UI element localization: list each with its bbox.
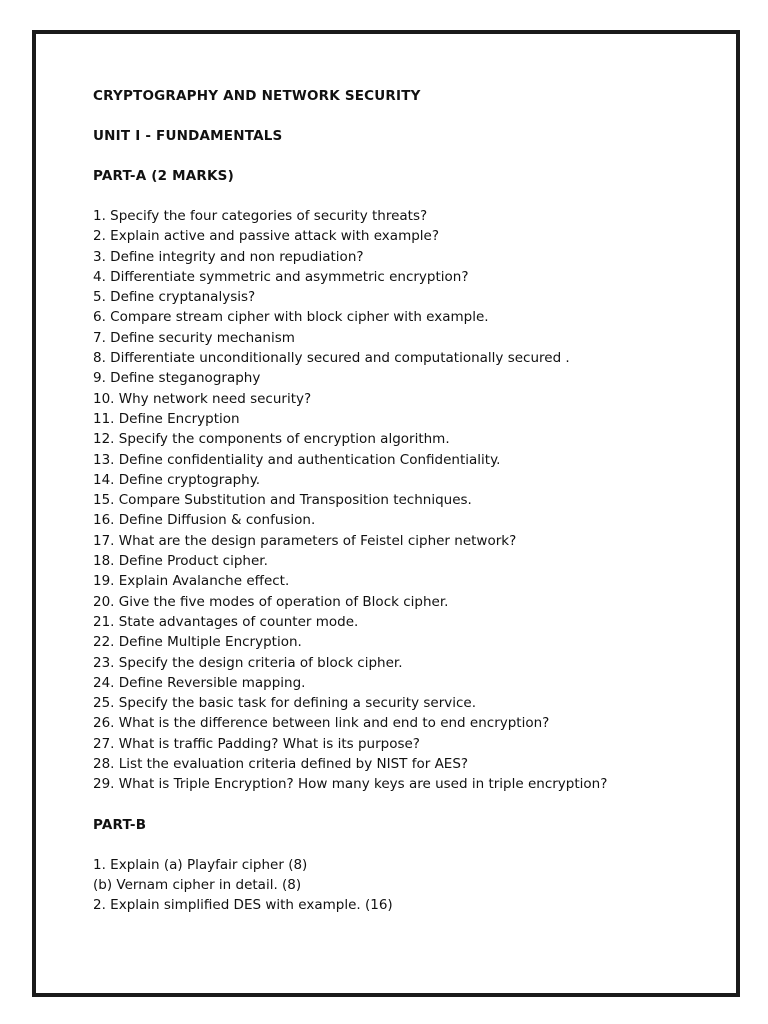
question-item: 15. Compare Substitution and Transposition techniques. [93, 492, 472, 509]
document-content [93, 86, 723, 916]
question-item: 23. Specify the design criteria of block cipher. [93, 654, 403, 671]
question-item: 19. Explain Avalanche effect. [93, 573, 290, 590]
spacer [93, 186, 723, 206]
question-item: 26. What is the difference between link and end to end encryption? [93, 715, 550, 732]
part-a-question-list [93, 206, 723, 795]
question-item: 2. Explain simplified DES with example. (16) [93, 897, 393, 914]
question-item: 18. Define Product cipher. [93, 553, 268, 570]
spacer [93, 106, 723, 126]
spacer [93, 795, 723, 815]
question-item: 2. Explain active and passive attack with example? [93, 228, 440, 245]
question-item: 16. Define Diffusion & confusion. [93, 512, 316, 529]
question-item: 1. Specify the four categories of security threats? [93, 208, 428, 224]
document-title: CRYPTOGRAPHY AND NETWORK SECURITY [93, 88, 421, 104]
question-item: 5. Define cryptanalysis? [93, 289, 256, 306]
question-item: 28. List the evaluation criteria defined by NIST for AES? [93, 756, 469, 773]
question-item: 14. Define cryptography. [93, 471, 261, 488]
question-item: 25. Specify the basic task for defining a security service. [93, 695, 477, 712]
question-item: 3. Define integrity and non repudiation? [93, 248, 364, 265]
spacer [93, 835, 723, 855]
question-item: 7. Define security mechanism [93, 329, 295, 346]
question-item: 29. What is Triple Encryption? How many keys are used in triple encryption? [93, 776, 608, 793]
question-item: 21. State advantages of counter mode. [93, 613, 359, 630]
question-item: 6. Compare stream cipher with block cipher with example. [93, 309, 489, 326]
question-item: 8. Differentiate unconditionally secured and computationally secured . [93, 350, 570, 367]
question-item: 10. Why network need security? [93, 390, 312, 407]
spacer [93, 146, 723, 166]
unit-heading: UNIT I - FUNDAMENTALS [93, 128, 283, 144]
question-item: 4. Differentiate symmetric and asymmetric encryption? [93, 268, 469, 285]
question-item: 17. What are the design parameters of Feistel cipher network? [93, 532, 517, 549]
question-item: 1. Explain (a) Playfair cipher (8) [93, 856, 308, 873]
question-item: 24. Define Reversible mapping. [93, 674, 306, 691]
question-item: 9. Define steganography [93, 370, 261, 387]
part-a-heading: PART-A (2 MARKS) [93, 168, 234, 184]
question-item: 20. Give the five modes of operation of Block cipher. [93, 593, 449, 610]
question-item: 27. What is traffic Padding? What is its purpose? [93, 735, 420, 752]
part-b-question-list [93, 855, 723, 916]
question-item: 11. Define Encryption [93, 410, 240, 427]
question-item: 22. Define Multiple Encryption. [93, 634, 302, 651]
question-item: (b) Vernam cipher in detail. (8) [93, 876, 302, 893]
question-item: 12. Specify the components of encryption algorithm. [93, 431, 450, 448]
part-b-heading: PART-B [93, 816, 147, 833]
question-item: 13. Define confidentiality and authentication Confidentiality. [93, 451, 501, 468]
